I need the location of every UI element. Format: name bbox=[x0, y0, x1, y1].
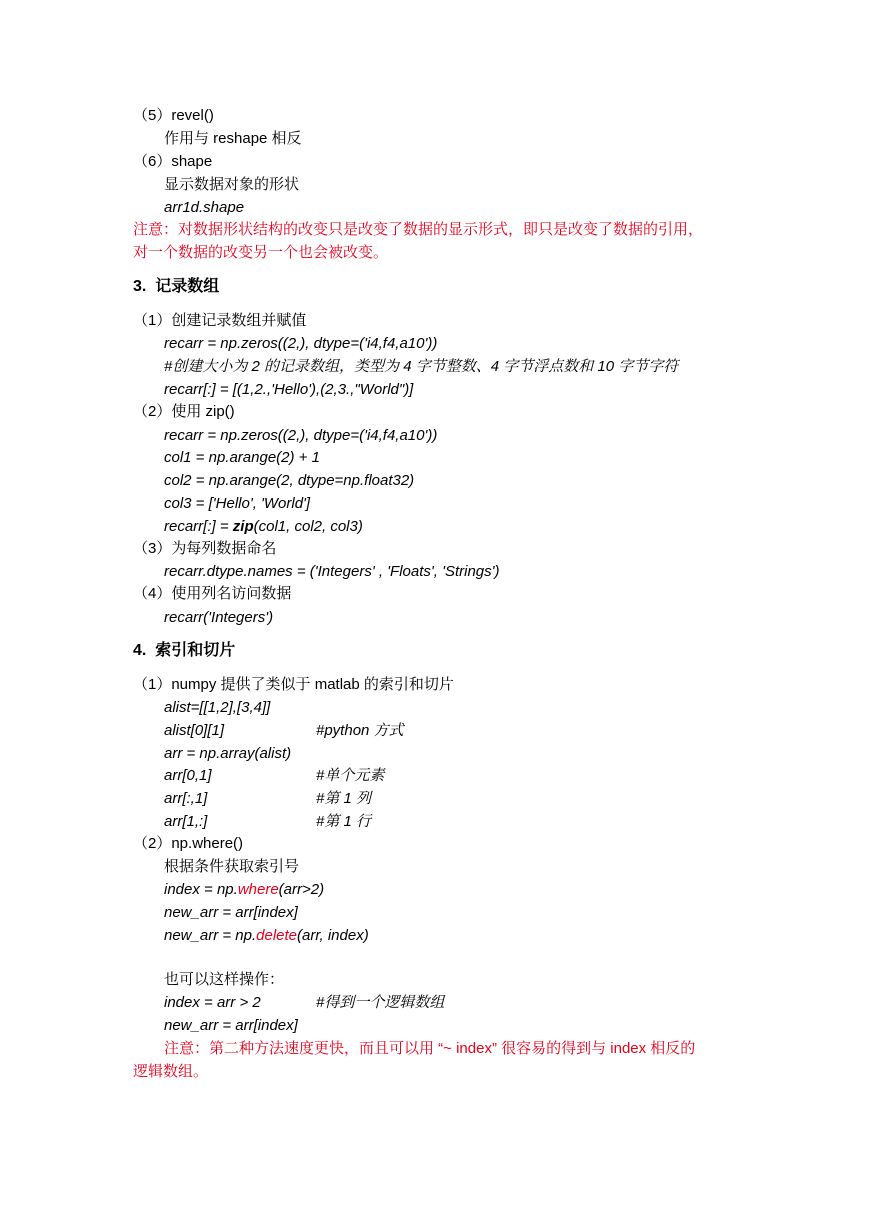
record-1-title: （1）创建记录数组并赋值 bbox=[133, 312, 307, 329]
index-2-code-4: index = arr > 2 bbox=[164, 994, 261, 1011]
index-1-comment-2: #python 方式 bbox=[316, 722, 404, 739]
index-1-comment-4: #单个元素 bbox=[316, 767, 385, 784]
note-2-line-2: 逻辑数组。 bbox=[133, 1063, 209, 1080]
index-1-comment-6: #第 1 行 bbox=[316, 813, 372, 830]
index-2-title: （2）np.where() bbox=[133, 835, 244, 852]
code-prefix: new_arr = np. bbox=[164, 927, 257, 944]
index-2-code-2: new_arr = arr[index] bbox=[164, 904, 298, 921]
delete-function: delete bbox=[256, 927, 298, 944]
note-1-line-2: 对一个数据的改变另一个也会被改变。 bbox=[133, 244, 389, 261]
record-3-title: （3）为每列数据命名 bbox=[133, 540, 277, 557]
record-3-code-1: recarr.dtype.names = ('Integers' , 'Floats', 'Strings') bbox=[164, 563, 500, 580]
record-1-code-2: #创建大小为 2 的记录数组，类型为 4 字节整数、4 字节浮点数和 10 字节字符 bbox=[164, 358, 679, 375]
record-2-code-1: recarr = np.zeros((2,), dtype=('i4,f4,a10')) bbox=[164, 427, 438, 444]
index-2-code-5: new_arr = arr[index] bbox=[164, 1017, 298, 1034]
section-6-title: （6）shape bbox=[133, 153, 213, 170]
index-1-title: （1）numpy 提供了类似于 matlab 的索引和切片 bbox=[133, 676, 454, 693]
note-2-line-1: 注意：第二种方法速度更快，而且可以用 “~ index” 很容易的得到与 index 相反的 bbox=[164, 1040, 696, 1057]
index-2-alt-desc: 也可以这样操作： bbox=[164, 971, 285, 988]
index-1-code-1: alist=[[1,2],[3,4]] bbox=[164, 699, 271, 716]
record-1-code-3: recarr[:] = [(1,2.,'Hello'),(2,3.,"World")] bbox=[164, 381, 414, 398]
section-6-code: arr1d.shape bbox=[164, 199, 245, 216]
code-suffix: (arr>2) bbox=[278, 881, 325, 898]
section-5-title: （5）revel() bbox=[133, 107, 214, 124]
code-suffix: (arr, index) bbox=[297, 927, 369, 944]
section-6-desc: 显示数据对象的形状 bbox=[164, 176, 300, 193]
record-2-code-2: col1 = np.arange(2) + 1 bbox=[164, 449, 320, 466]
index-1-code-4: arr[0,1] bbox=[164, 767, 212, 784]
index-2-desc: 根据条件获取索引号 bbox=[164, 858, 300, 875]
index-1-comment-5: #第 1 列 bbox=[316, 790, 372, 807]
index-1-code-5: arr[:,1] bbox=[164, 790, 208, 807]
where-function: where bbox=[237, 881, 279, 898]
record-2-title: （2）使用 zip() bbox=[133, 403, 235, 420]
section-5-desc: 作用与 reshape 相反 bbox=[164, 130, 302, 147]
index-2-code-1 bbox=[164, 880, 324, 900]
index-1-code-6: arr[1,:] bbox=[164, 813, 208, 830]
record-4-code-1: recarr('Integers') bbox=[164, 609, 274, 626]
record-1-code-1: recarr = np.zeros((2,), dtype=('i4,f4,a10')) bbox=[164, 335, 438, 352]
record-2-code-3: col2 = np.arange(2, dtype=np.float32) bbox=[164, 472, 415, 489]
index-2-code-3 bbox=[164, 926, 369, 946]
code-suffix: (col1, col2, col3) bbox=[253, 518, 363, 535]
note-1-line-1: 注意：对数据形状结构的改变只是改变了数据的显示形式，即只是改变了数据的引用， bbox=[133, 221, 704, 238]
heading-record-array: 3. 记录数组 bbox=[133, 278, 220, 295]
zip-function: zip bbox=[232, 518, 254, 535]
code-prefix: recarr[:] = bbox=[164, 518, 233, 535]
record-2-code-5 bbox=[164, 517, 363, 537]
index-1-code-2: alist[0][1] bbox=[164, 722, 225, 739]
index-1-code-3: arr = np.array(alist) bbox=[164, 745, 292, 762]
code-prefix: index = np. bbox=[164, 881, 238, 898]
record-2-code-4: col3 = ['Hello', 'World'] bbox=[164, 495, 311, 512]
record-4-title: （4）使用列名访问数据 bbox=[133, 585, 292, 602]
heading-index-slice: 4. 索引和切片 bbox=[133, 642, 236, 659]
index-2-comment-4: #得到一个逻辑数组 bbox=[316, 994, 445, 1011]
